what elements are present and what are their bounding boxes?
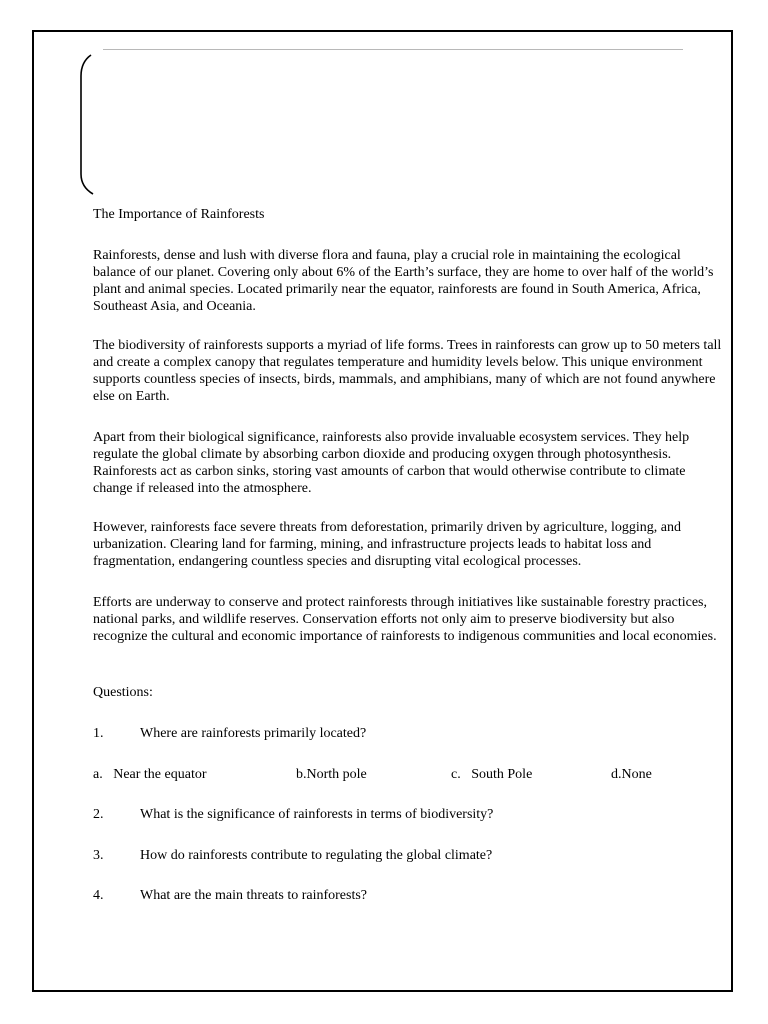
paragraph-2: The biodiversity of rainforests supports a myriad of life forms. Trees in rainforests can grow up to 50 meters tall and create a complex canopy that regulates temperature and humidity levels below. This unique environment supports countless species of insects, birds, mammals, and amphibians, many of which are not found anywhere else on Earth. — [93, 338, 722, 404]
question-number: 4. — [93, 888, 104, 903]
question-text: How do rainforests contribute to regulating the global climate? — [140, 848, 493, 863]
question-number: 3. — [93, 848, 104, 863]
page-title: The Importance of Rainforests — [93, 207, 265, 222]
header-rule — [103, 49, 683, 50]
question-text: What are the main threats to rainforests? — [140, 888, 368, 903]
option-a: a. Near the equator — [93, 767, 207, 782]
paragraph-4: However, rainforests face severe threats from deforestation, primarily driven by agriculture, logging, and urbanization. Clearing land for farming, mining, and infrastructure projects leads to habitat loss and fragmentation, endangering countless species and disrupting vital ecological processes. — [93, 520, 681, 569]
paragraph-1: Rainforests, dense and lush with diverse flora and fauna, play a crucial role in maintaining the ecological balance of our planet. Covering only about 6% of the Earth’s surface, they are home to over half of the world’s plant and animal species. Located primarily near the equator, rainforests are found in South America, Africa, Southeast Asia, and Oceania. — [93, 248, 714, 314]
question-text: What is the significance of rainforests in terms of biodiversity? — [140, 807, 494, 822]
paragraph-3: Apart from their biological significance, rainforests also provide invaluable ecosystem services. They help regulate the global climate by absorbing carbon dioxide and producing oxygen through photosynthesis. Rainforests act as carbon sinks, storing vast amounts of carbon that would otherwise contribute to climate change if released into the atmosphere. — [93, 430, 690, 496]
question-number: 2. — [93, 807, 104, 822]
paragraph-5: Efforts are underway to conserve and protect rainforests through initiatives like sustainable forestry practices, national parks, and wildlife reserves. Conservation efforts not only aim to preserve biodiversity but also recognize the cultural and economic importance of rainforests to indigenous communities and local economies. — [93, 595, 717, 644]
header-bracket-shape — [76, 54, 96, 195]
question-text: Where are rainforests primarily located? — [140, 726, 367, 741]
option-c: c. South Pole — [451, 767, 533, 782]
questions-heading: Questions: — [93, 685, 153, 700]
option-b: b.North pole — [296, 767, 367, 782]
question-number: 1. — [93, 726, 104, 741]
option-d: d.None — [611, 767, 652, 782]
